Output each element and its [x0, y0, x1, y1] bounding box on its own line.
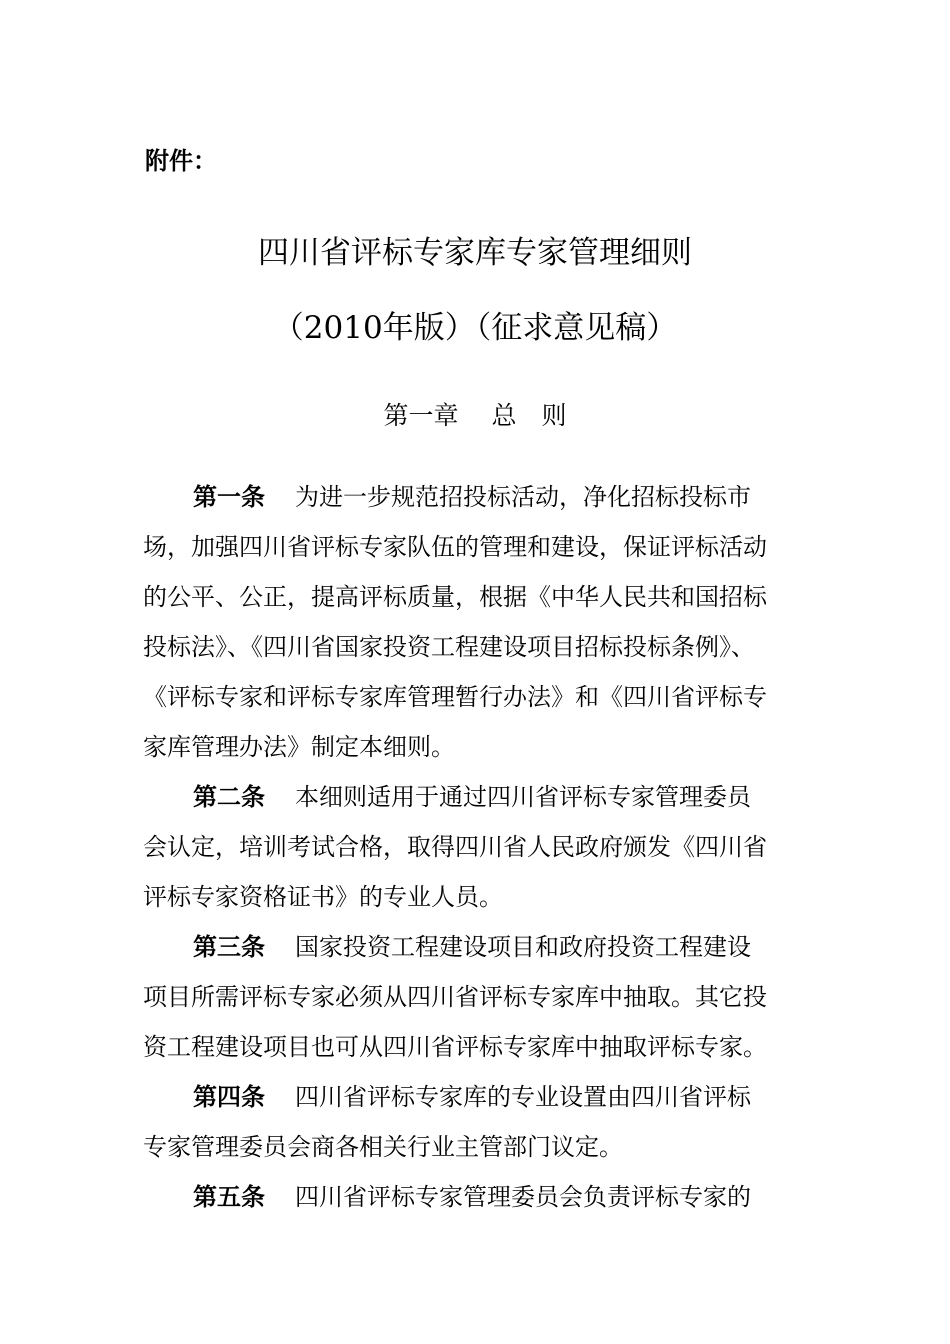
article-line: 《评标专家和评标专家库管理暂行办法》和《四川省评标专	[143, 683, 767, 711]
article-label: 第五条	[193, 1183, 265, 1211]
chapter-heading: 第一章 总 则	[383, 401, 567, 430]
article-text: 为进一步规范招投标活动，净化招标投标市	[295, 483, 751, 511]
article-line: 家库管理办法》制定本细则。	[143, 733, 455, 761]
document-title: 四川省评标专家库专家管理细则	[258, 235, 692, 271]
article-text: 四川省评标专家管理委员会负责评标专家的	[295, 1183, 751, 1211]
article-line: 资工程建设项目也可从四川省评标专家库中抽取评标专家。	[143, 1033, 767, 1061]
article-text: 国家投资工程建设项目和政府投资工程建设	[295, 933, 751, 961]
article-first-line	[193, 480, 751, 514]
attachment-label: 附件：	[145, 147, 217, 175]
article-line: 场，加强四川省评标专家队伍的管理和建设，保证评标活动	[143, 533, 767, 561]
article-line: 会认定，培训考试合格，取得四川省人民政府颁发《四川省	[143, 833, 767, 861]
document-subtitle: （2010年版）（征求意见稿）	[272, 310, 678, 346]
article-first-line	[193, 1180, 751, 1214]
article-first-line	[193, 780, 751, 814]
article-line: 项目所需评标专家必须从四川省评标专家库中抽取。其它投	[143, 983, 767, 1011]
article-first-line	[193, 930, 751, 964]
article-line: 专家管理委员会商各相关行业主管部门议定。	[143, 1133, 623, 1161]
article-first-line	[193, 1080, 751, 1114]
article-text: 本细则适用于通过四川省评标专家管理委员	[295, 783, 751, 811]
article-line: 评标专家资格证书》的专业人员。	[143, 883, 503, 911]
article-label: 第三条	[193, 933, 265, 961]
article-text: 四川省评标专家库的专业设置由四川省评标	[295, 1083, 751, 1111]
article-label: 第四条	[193, 1083, 265, 1111]
article-label: 第二条	[193, 783, 265, 811]
article-line: 的公平、公正，提高评标质量，根据《中华人民共和国招标	[143, 583, 767, 611]
article-line: 投标法》、《四川省国家投资工程建设项目招标投标条例》、	[143, 633, 755, 661]
article-label: 第一条	[193, 483, 265, 511]
